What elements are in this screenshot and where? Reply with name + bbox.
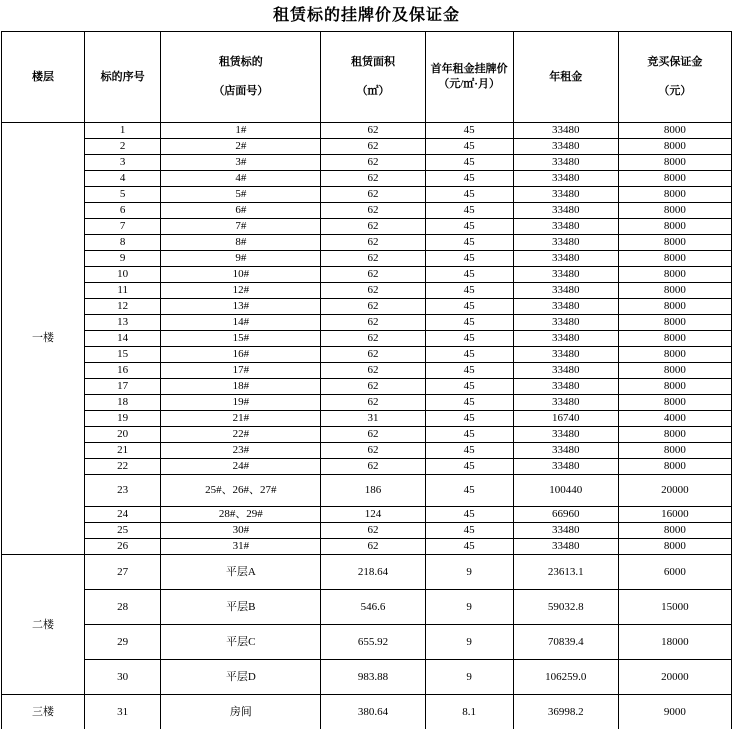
cell-index: 1 [85, 123, 161, 139]
table-row [2, 251, 732, 267]
cell-area: 380.64 [321, 695, 425, 729]
cell-annual: 33480 [513, 251, 618, 267]
table-row [2, 459, 732, 475]
cell-deposit: 8000 [618, 443, 731, 459]
cell-target: 7# [161, 219, 321, 235]
cell-price: 45 [425, 251, 513, 267]
cell-index: 25 [85, 523, 161, 539]
cell-deposit: 8000 [618, 523, 731, 539]
cell-target: 23# [161, 443, 321, 459]
cell-annual: 33480 [513, 427, 618, 443]
table-row [2, 363, 732, 379]
cell-area: 62 [321, 363, 425, 379]
cell-annual: 33480 [513, 219, 618, 235]
cell-index: 14 [85, 331, 161, 347]
cell-annual: 33480 [513, 363, 618, 379]
cell-target: 19# [161, 395, 321, 411]
cell-annual: 33480 [513, 203, 618, 219]
cell-index: 10 [85, 267, 161, 283]
table-row [2, 427, 732, 443]
cell-deposit: 20000 [618, 660, 731, 695]
header-spacer [321, 70, 424, 84]
cell-index: 8 [85, 235, 161, 251]
cell-price: 45 [425, 299, 513, 315]
cell-deposit: 18000 [618, 625, 731, 660]
cell-deposit: 8000 [618, 459, 731, 475]
cell-annual: 33480 [513, 523, 618, 539]
cell-target: 13# [161, 299, 321, 315]
table-row [2, 315, 732, 331]
cell-area: 546.6 [321, 590, 425, 625]
cell-deposit: 15000 [618, 590, 731, 625]
cell-area: 983.88 [321, 660, 425, 695]
cell-area: 62 [321, 171, 425, 187]
cell-annual: 33480 [513, 395, 618, 411]
cell-area: 62 [321, 379, 425, 395]
floor-cell: 三楼 [2, 695, 85, 729]
cell-deposit: 8000 [618, 123, 731, 139]
cell-target: 4# [161, 171, 321, 187]
table-row [2, 660, 732, 695]
header-spacer [161, 70, 320, 84]
cell-deposit: 8000 [618, 187, 731, 203]
cell-area: 62 [321, 459, 425, 475]
cell-deposit: 4000 [618, 411, 731, 427]
cell-price: 45 [425, 507, 513, 523]
cell-area: 62 [321, 251, 425, 267]
cell-price: 8.1 [425, 695, 513, 729]
cell-deposit: 8000 [618, 331, 731, 347]
cell-target: 9# [161, 251, 321, 267]
cell-price: 45 [425, 171, 513, 187]
header-spacer [619, 70, 731, 84]
cell-target: 15# [161, 331, 321, 347]
cell-price: 45 [425, 267, 513, 283]
cell-deposit: 8000 [618, 155, 731, 171]
cell-price: 45 [425, 155, 513, 171]
cell-deposit: 8000 [618, 379, 731, 395]
cell-price: 45 [425, 283, 513, 299]
cell-index: 11 [85, 283, 161, 299]
cell-price: 9 [425, 625, 513, 660]
cell-deposit: 8000 [618, 427, 731, 443]
cell-area: 62 [321, 443, 425, 459]
cell-area: 186 [321, 475, 425, 507]
cell-annual: 33480 [513, 267, 618, 283]
cell-area: 62 [321, 427, 425, 443]
cell-index: 27 [85, 555, 161, 590]
cell-target: 18# [161, 379, 321, 395]
cell-deposit: 8000 [618, 395, 731, 411]
column-header-deposit-main: 竞买保证金 [647, 56, 703, 69]
cell-index: 23 [85, 475, 161, 507]
column-header-target [161, 32, 321, 123]
column-header-deposit-sub: （元） [658, 85, 692, 98]
cell-index: 17 [85, 379, 161, 395]
cell-area: 62 [321, 395, 425, 411]
table-row [2, 695, 732, 729]
cell-area: 62 [321, 123, 425, 139]
cell-price: 45 [425, 203, 513, 219]
cell-target: 21# [161, 411, 321, 427]
cell-area: 62 [321, 267, 425, 283]
cell-price: 45 [425, 235, 513, 251]
cell-annual: 36998.2 [513, 695, 618, 729]
cell-deposit: 8000 [618, 171, 731, 187]
cell-price: 45 [425, 475, 513, 507]
cell-target: 5# [161, 187, 321, 203]
cell-area: 62 [321, 219, 425, 235]
cell-annual: 59032.8 [513, 590, 618, 625]
cell-index: 12 [85, 299, 161, 315]
cell-deposit: 6000 [618, 555, 731, 590]
cell-target: 6# [161, 203, 321, 219]
cell-annual: 33480 [513, 155, 618, 171]
table-row [2, 219, 732, 235]
cell-target: 平层B [161, 590, 321, 625]
cell-target: 12# [161, 283, 321, 299]
column-header-area-sub: （㎡） [356, 85, 390, 98]
cell-annual: 16740 [513, 411, 618, 427]
cell-area: 62 [321, 299, 425, 315]
column-header-area-main: 租赁面积 [350, 56, 395, 69]
cell-price: 45 [425, 331, 513, 347]
cell-annual: 33480 [513, 459, 618, 475]
table-row [2, 171, 732, 187]
cell-target: 31# [161, 539, 321, 555]
column-header-price-sub: （元/㎡·月） [438, 78, 500, 91]
cell-index: 2 [85, 139, 161, 155]
cell-price: 9 [425, 555, 513, 590]
cell-index: 7 [85, 219, 161, 235]
cell-annual: 23613.1 [513, 555, 618, 590]
cell-annual: 33480 [513, 123, 618, 139]
cell-index: 28 [85, 590, 161, 625]
table-row [2, 187, 732, 203]
cell-deposit: 8000 [618, 315, 731, 331]
table-row [2, 331, 732, 347]
table-row [2, 590, 732, 625]
cell-deposit: 8000 [618, 251, 731, 267]
cell-deposit: 16000 [618, 507, 731, 523]
table-row [2, 283, 732, 299]
table-row [2, 507, 732, 523]
table-row [2, 267, 732, 283]
cell-target: 30# [161, 523, 321, 539]
table-row [2, 523, 732, 539]
cell-area: 218.64 [321, 555, 425, 590]
table-row [2, 379, 732, 395]
table-header [2, 32, 732, 123]
table-row [2, 475, 732, 507]
cell-price: 45 [425, 363, 513, 379]
cell-deposit: 8000 [618, 283, 731, 299]
cell-index: 4 [85, 171, 161, 187]
cell-deposit: 8000 [618, 219, 731, 235]
cell-deposit: 8000 [618, 235, 731, 251]
table-row [2, 539, 732, 555]
cell-deposit: 9000 [618, 695, 731, 729]
table-row [2, 235, 732, 251]
cell-annual: 106259.0 [513, 660, 618, 695]
cell-price: 45 [425, 395, 513, 411]
column-header-floor: 楼层 [2, 32, 85, 123]
cell-price: 45 [425, 379, 513, 395]
cell-annual: 33480 [513, 139, 618, 155]
cell-target: 平层A [161, 555, 321, 590]
cell-index: 22 [85, 459, 161, 475]
cell-target: 16# [161, 347, 321, 363]
cell-price: 45 [425, 523, 513, 539]
cell-target: 3# [161, 155, 321, 171]
table-row [2, 155, 732, 171]
cell-target: 25#、26#、27# [161, 475, 321, 507]
cell-target: 房间 [161, 695, 321, 729]
cell-area: 62 [321, 539, 425, 555]
header-row [2, 32, 732, 123]
cell-price: 9 [425, 590, 513, 625]
cell-price: 45 [425, 139, 513, 155]
table-row [2, 555, 732, 590]
column-header-annual: 年租金 [513, 32, 618, 123]
cell-area: 62 [321, 331, 425, 347]
table-row [2, 411, 732, 427]
cell-area: 62 [321, 203, 425, 219]
table-row [2, 139, 732, 155]
cell-deposit: 8000 [618, 347, 731, 363]
cell-annual: 33480 [513, 347, 618, 363]
cell-price: 45 [425, 123, 513, 139]
cell-annual: 33480 [513, 331, 618, 347]
cell-annual: 33480 [513, 187, 618, 203]
cell-index: 3 [85, 155, 161, 171]
cell-deposit: 8000 [618, 139, 731, 155]
cell-area: 124 [321, 507, 425, 523]
cell-annual: 33480 [513, 443, 618, 459]
cell-price: 45 [425, 187, 513, 203]
cell-deposit: 8000 [618, 539, 731, 555]
lease-listing-table [1, 31, 732, 729]
cell-target: 8# [161, 235, 321, 251]
cell-target: 28#、29# [161, 507, 321, 523]
cell-annual: 70839.4 [513, 625, 618, 660]
cell-price: 45 [425, 539, 513, 555]
cell-deposit: 8000 [618, 203, 731, 219]
table-row [2, 395, 732, 411]
cell-index: 24 [85, 507, 161, 523]
cell-index: 9 [85, 251, 161, 267]
cell-target: 2# [161, 139, 321, 155]
cell-index: 29 [85, 625, 161, 660]
cell-annual: 33480 [513, 283, 618, 299]
cell-deposit: 8000 [618, 267, 731, 283]
cell-index: 19 [85, 411, 161, 427]
cell-target: 14# [161, 315, 321, 331]
column-header-deposit [618, 32, 731, 123]
cell-price: 45 [425, 315, 513, 331]
cell-deposit: 8000 [618, 363, 731, 379]
cell-index: 16 [85, 363, 161, 379]
cell-target: 24# [161, 459, 321, 475]
cell-annual: 33480 [513, 315, 618, 331]
cell-index: 31 [85, 695, 161, 729]
floor-cell: 一楼 [2, 123, 85, 555]
column-header-area [321, 32, 425, 123]
cell-index: 20 [85, 427, 161, 443]
cell-target: 22# [161, 427, 321, 443]
column-header-target-main: 租赁标的 [218, 56, 263, 69]
cell-index: 30 [85, 660, 161, 695]
table-row [2, 203, 732, 219]
cell-area: 62 [321, 187, 425, 203]
cell-price: 45 [425, 411, 513, 427]
cell-index: 21 [85, 443, 161, 459]
cell-area: 62 [321, 283, 425, 299]
cell-price: 45 [425, 347, 513, 363]
table-body [2, 123, 732, 729]
cell-price: 9 [425, 660, 513, 695]
cell-annual: 33480 [513, 171, 618, 187]
column-header-price-main: 首年租金挂牌价 [430, 63, 508, 76]
cell-price: 45 [425, 443, 513, 459]
page-title: 租赁标的挂牌价及保证金 [272, 7, 460, 24]
cell-area: 31 [321, 411, 425, 427]
cell-annual: 66960 [513, 507, 618, 523]
cell-index: 13 [85, 315, 161, 331]
cell-deposit: 8000 [618, 299, 731, 315]
cell-area: 62 [321, 235, 425, 251]
cell-target: 平层D [161, 660, 321, 695]
cell-annual: 33480 [513, 379, 618, 395]
cell-price: 45 [425, 219, 513, 235]
cell-target: 1# [161, 123, 321, 139]
column-header-price [425, 32, 513, 123]
table-row [2, 123, 732, 139]
cell-area: 655.92 [321, 625, 425, 660]
cell-target: 17# [161, 363, 321, 379]
cell-area: 62 [321, 155, 425, 171]
floor-cell: 二楼 [2, 555, 85, 695]
cell-target: 10# [161, 267, 321, 283]
cell-area: 62 [321, 523, 425, 539]
cell-index: 26 [85, 539, 161, 555]
table-row [2, 443, 732, 459]
cell-price: 45 [425, 427, 513, 443]
cell-index: 18 [85, 395, 161, 411]
cell-area: 62 [321, 315, 425, 331]
cell-area: 62 [321, 347, 425, 363]
cell-index: 5 [85, 187, 161, 203]
column-header-target-sub: （店面号） [213, 85, 269, 98]
cell-deposit: 20000 [618, 475, 731, 507]
cell-area: 62 [321, 139, 425, 155]
table-row [2, 347, 732, 363]
cell-annual: 100440 [513, 475, 618, 507]
cell-annual: 33480 [513, 299, 618, 315]
cell-index: 15 [85, 347, 161, 363]
cell-target: 平层C [161, 625, 321, 660]
table-row [2, 299, 732, 315]
cell-annual: 33480 [513, 539, 618, 555]
column-header-index: 标的序号 [85, 32, 161, 123]
cell-index: 6 [85, 203, 161, 219]
cell-price: 45 [425, 459, 513, 475]
cell-annual: 33480 [513, 235, 618, 251]
table-row [2, 625, 732, 660]
